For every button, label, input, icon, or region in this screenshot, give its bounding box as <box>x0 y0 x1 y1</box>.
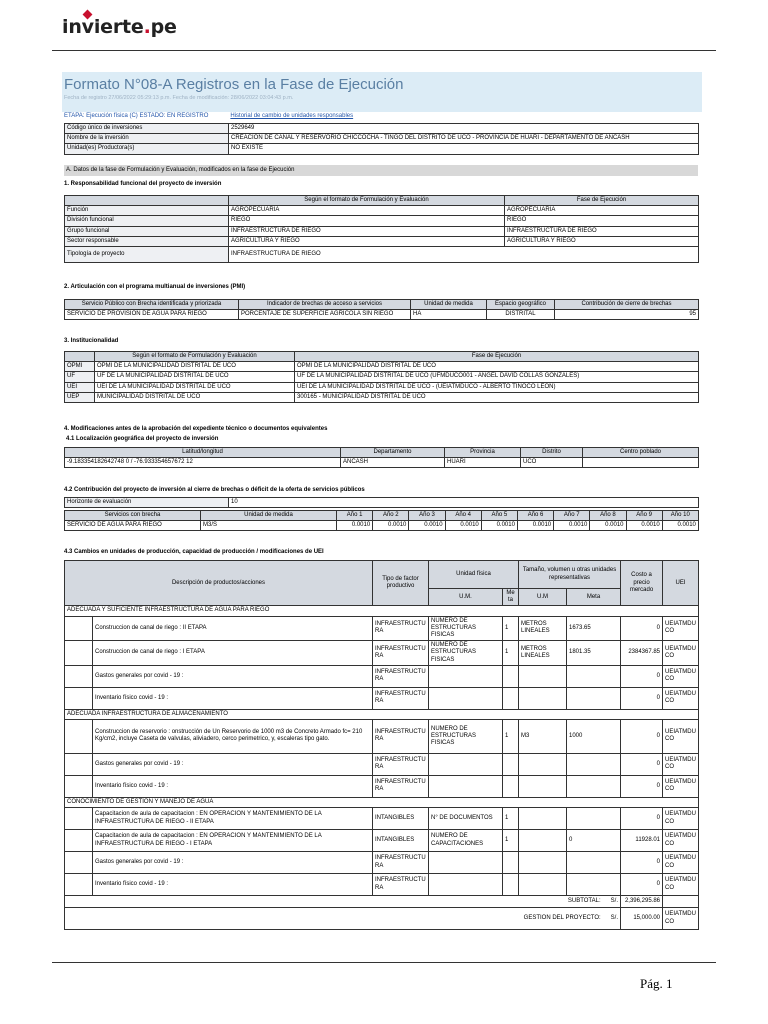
section-4-title: 4. Modificaciones antes de la aprobación del expediente técnico o documentos equivalentes <box>64 426 328 432</box>
general-row: Nombre de la inversión CREACION DE CANAL Y RESERVORIO CHICCOCHA - TINGO DEL DISTRITO DE UCO - PROVINCIA DE HUARI - DEPARTAMENTO DE ANCASH <box>65 134 699 144</box>
production-units-table: Descripción de productos/acciones Tipo de factor productivo Unidad física Tamaño, volumen u otras unidades representativas Costo a precio mercado UEI U.M. Me ta U.M Meta ADECUADA Y SUFICIENTE INFRAESTRUCTURA DE AGUA PARA RIEGO Construccion de canal de riego : II ETAPA INFRAESTRUCTURA NUMERO DE ESTRUCTURAS FISICAS 1 METROS LINEALES 1673.65 0 UEIATMDUCO Construccion de canal de riego : I ETAPA INFRAESTRUCTURA NUMERO DE ESTRUCTURAS FISICAS 1 METROS LINEALES 1801.35 2384367.85 UEIATMDUCO Gastos generales por covid - 19 : INFRAESTRUCTURA 0 UEIATMDUCO Inventario físico covid - 19 : INFRAESTRUCTURA 0 UEIATMDUCO ADECUADA INFRAESTRUCTURA DE ALMACENAMIENTO Construccion de reservorio : onstrucción de Un Reservorio de 1000 m3 de Concreto Armado fc= 210 Kg/cm2, incluye Caseta de valvulas, aliviadero, cerco perimetrico, y, escaleras tipo gato. INFRAESTRUCTURA NUMERO DE ESTRUCTURAS FISICAS 1 M3 1000 0 UEIATMDUCO Gastos generales por covid - 19 : INFRAESTRUCTURA 0 UEIATMDUCO Inventario físico covid - 19 : INFRAESTRUCTURA 0 UEIATMDUCO CONOCIMIENTO DE GESTION Y MANEJO DE AGUA Capacitacion de aula de capacitacion : EN OPERACION Y MANTENIMIENTO DE LA INFRAESTRUCTURA DE RIEGO - II ETAPA INTANGIBLES N° DE DOCUMENTOS 1 0 UEIATMDUCO Capacitacion de aula de capacitacion : EN OPERACION Y MANTENIMIENTO DE LA INFRAESTRUCTURA DE RIEGO - I ETAPA INTANGIBLES NUMERO DE CAPACITACIONES 1 0 11928.01 UEIATMDUCO Gastos generales por covid - 19 : INFRAESTRUCTURA 0 UEIATMDUCO Inventario físico covid - 19 : INFRAESTRUCTURA 0 UEIATMDUCO SUBTOTAL: S/. 2,396,295.86 GESTION DEL PROYECTO: S/. 15,000.00 UEIATMDUCO <box>64 560 699 930</box>
gestion-row: GESTION DEL PROYECTO: S/. 15,000.00 UEIATMDUCO <box>65 908 699 930</box>
section-4-1-title: 4.1 Localización geográfica del proyecto de inversión <box>66 436 219 442</box>
horizon-table: Horizonte de evaluación 10 <box>64 497 699 508</box>
production-row: Construccion de canal de riego : I ETAPA INFRAESTRUCTURA NUMERO DE ESTRUCTURAS FISICAS 1 METROS LINEALES 1801.35 2384367.85 UEIATMDUCO <box>65 641 699 666</box>
production-row: Gastos generales por covid - 19 : INFRAESTRUCTURA 0 UEIATMDUCO <box>65 665 699 687</box>
production-row: Capacitacion de aula de capacitacion : EN OPERACION Y MANTENIMIENTO DE LA INFRAESTRUCTURA DE RIEGO - I ETAPA INTANGIBLES NUMERO DE CAPACITACIONES 1 0 11928.01 UEIATMDUCO <box>65 830 699 852</box>
production-row: Gastos generales por covid - 19 : INFRAESTRUCTURA 0 UEIATMDUCO <box>65 753 699 775</box>
institution-row: OPMI OPMI DE LA MUNICIPALIDAD DISTRITAL DE UCO OPMI DE LA MUNICIPALIDAD DISTRITAL DE UCO <box>65 362 699 372</box>
institution-row: UEI UEI DE LA MUNICIPALIDAD DISTRITAL DE UCO UEI DE LA MUNICIPALIDAD DISTRITAL DE UCO - (UEIATMDUCO - ALBERTO TINOCO LEON) <box>65 382 699 392</box>
page-number: Pág. 1 <box>640 976 673 991</box>
section-1-title: 1. Responsabilidad funcional del proyecto de inversión <box>64 181 222 187</box>
section-4-3-title: 4.3 Cambios en unidades de producción, capacidad de producción / modificaciones de UEI <box>64 549 324 555</box>
general-row: Unidad(es) Productora(s) NO EXISTE <box>65 144 699 154</box>
page-title: Formato N°08-A Registros en la Fase de Ejecución <box>64 76 404 93</box>
invierte-logo: invierte.pe <box>62 16 177 38</box>
institution-row: UF UF DE LA MUNICIPALIDAD DISTRITAL DE UCO UF DE LA MUNICIPALIDAD DISTRITAL DE UCO (UFMDUCO001 - ANGEL DAVID COLLAS GONZALES) <box>65 372 699 382</box>
history-link[interactable]: Historial de cambio de unidades responsables <box>230 113 354 119</box>
production-row: Inventario físico covid - 19 : INFRAESTRUCTURA 0 UEIATMDUCO <box>65 874 699 896</box>
group-row: CONOCIMIENTO DE GESTION Y MANEJO DE AGUA <box>65 797 699 807</box>
location-table: Latitud/longitud Departamento Provincia Distrito Centro poblado -9.183354182642748 0 / -76.933354657672 12 ANCASH HUARI UCO <box>64 447 699 468</box>
institution-row: UEP MUNICIPALIDAD DISTRITAL DE UCO 300165 - MUNICIPALIDAD DISTRITAL DE UCO <box>65 392 699 402</box>
production-row: Construccion de canal de riego : II ETAPA INFRAESTRUCTURA NUMERO DE ESTRUCTURAS FISICAS 1 METROS LINEALES 1673.65 0 UEIATMDUCO <box>65 616 699 641</box>
function-row: Función AGROPECUARIA AGROPECUARIA <box>65 206 699 216</box>
function-row: División funcional RIEGO RIEGO <box>65 216 699 226</box>
contribution-table: Servicios con brecha Unidad de medida Año 1 Año 2 Año 3 Año 4 Año 5 Año 6 Año 7 Año 8 Año 9 Año 10 SERVICIO DE AGUA PARA RIEGO M3/S 0.0010 0.0010 0.0010 0.0010 0.0010 0.0010 0.0010 0.0010 0.0010 0.0010 <box>64 510 699 531</box>
function-row: Grupo funcional INFRAESTRUCTURA DE RIEGO INFRAESTRUCTURA DE RIEGO <box>65 226 699 236</box>
section-4-2-title: 4.2 Contribución del proyecto de inversión al cierre de brechas o déficit de la oferta de servicios públicos <box>64 487 365 493</box>
general-row: Código único de inversiones 2529649 <box>65 124 699 134</box>
group-row: ADECUADA Y SUFICIENTE INFRAESTRUCTURA DE AGUA PARA RIEGO <box>65 606 699 616</box>
stage-status: ETAPA: Ejecución física (C) ESTADO: EN REGISTRO Historial de cambio de unidades responsables <box>64 113 354 119</box>
section-2-title: 2. Articulación con el programa multianual de inversiones (PMI) <box>64 284 246 290</box>
production-row: Gastos generales por covid - 19 : INFRAESTRUCTURA 0 UEIATMDUCO <box>65 852 699 874</box>
footer-divider <box>52 962 716 963</box>
header-divider <box>52 50 716 51</box>
function-row: Sector responsable AGRICULTURA Y RIEGO AGRICULTURA Y RIEGO <box>65 236 699 246</box>
general-info-table <box>64 123 699 155</box>
subtotal-row: SUBTOTAL: S/. 2,396,295.86 <box>65 896 699 908</box>
group-row: ADECUADA INFRAESTRUCTURA DE ALMACENAMIENTO <box>65 709 699 719</box>
tipologia-row: Tipología de proyecto INFRAESTRUCTURA DE RIEGO <box>65 246 699 262</box>
institutional-table: Según el formato de Formulación y Evaluación Fase de Ejecución OPMI OPMI DE LA MUNICIPALIDAD DISTRITAL DE UCO OPMI DE LA MUNICIPALIDAD DISTRITAL DE UCO UF UF DE LA MUNICIPALIDAD DISTRITAL DE UCO UF DE LA MUNICIPALIDAD DISTRITAL DE UCO (UFMDUCO001 - ANGEL DAVID COLLAS GONZALES) UEI UEI DE LA MUNICIPALIDAD DISTRITAL DE UCO UEI DE LA MUNICIPALIDAD DISTRITAL DE UCO - (UEIATMDUCO - ALBERTO TINOCO LEON) UEP MUNICIPALIDAD DISTRITAL DE UCO 300165 - MUNICIPALIDAD DISTRITAL DE UCO <box>64 351 699 403</box>
pmi-table: Servicio Público con Brecha identificada y priorizada Indicador de brechas de acceso a servicios Unidad de medida Espacio geográfico Contribución de cierre de brechas SERVICIO DE PROVISION DE AGUA PARA RIEGO PORCENTAJE DE SUPERFICIE AGRICOLA SIN RIEGO HA DISTRITAL 95 <box>64 299 699 320</box>
record-dates: Fecha de registro 27/06/2022 05:29:13 p.m. Fecha de modificación: 28/06/2022 03:04:43 p.m. <box>64 95 294 101</box>
section-a-bar: A. Datos de la fase de Formulación y Evaluación, modificados en la fase de Ejecución <box>64 165 698 176</box>
functional-table: Según el formato de Formulación y Evaluación Fase de Ejecución Función AGROPECUARIA AGROPECUARIA División funcional RIEGO RIEGO Grupo funcional INFRAESTRUCTURA DE RIEGO INFRAESTRUCTURA DE RIEGO Sector responsable AGRICULTURA Y RIEGO AGRICULTURA Y RIEGO Tipología de proyecto INFRAESTRUCTURA DE RIEGO <box>64 195 699 263</box>
production-row: Inventario físico covid - 19 : INFRAESTRUCTURA 0 UEIATMDUCO <box>65 775 699 797</box>
production-row: Inventario físico covid - 19 : INFRAESTRUCTURA 0 UEIATMDUCO <box>65 687 699 709</box>
section-3-title: 3. Institucionalidad <box>64 338 119 344</box>
production-row: Construccion de reservorio : onstrucción de Un Reservorio de 1000 m3 de Concreto Armado fc= 210 Kg/cm2, incluye Caseta de valvulas, aliviadero, cerco perimetrico, y, escaleras tipo gato. INFRAESTRUCTURA NUMERO DE ESTRUCTURAS FISICAS 1 M3 1000 0 UEIATMDUCO <box>65 719 699 753</box>
production-row: Capacitacion de aula de capacitacion : EN OPERACION Y MANTENIMIENTO DE LA INFRAESTRUCTURA DE RIEGO - II ETAPA INTANGIBLES N° DE DOCUMENTOS 1 0 UEIATMDUCO <box>65 808 699 830</box>
